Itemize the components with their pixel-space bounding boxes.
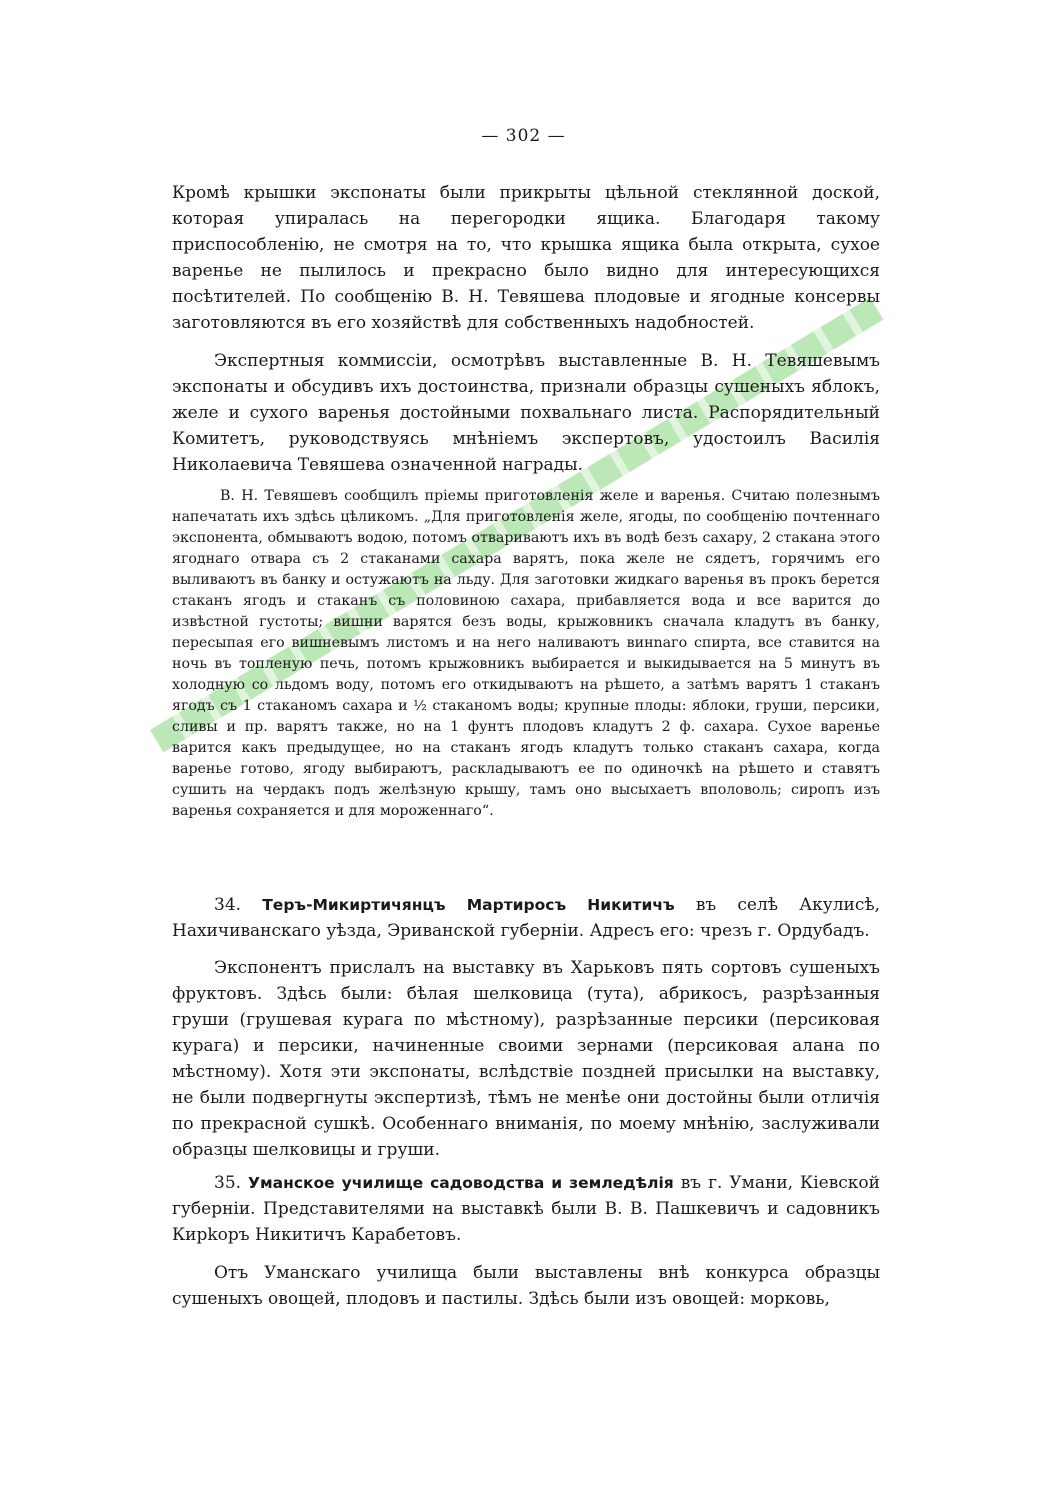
entry-35 [172,1170,880,1248]
paragraph-2: Экспертныя коммиссіи, осмотрѣвъ выставленные В. Н. Тевяшевымъ экспонаты и обсудивъ ихъ достоинства, признали образцы сушеныхъ яблокъ, желе и сухого варенья достойными похвальнаго листа. Распорядительный Комитетъ, руководствуясь мнѣніемъ экспертовъ, удостоилъ Василія Николаевича Тевяшева означенной награды. [172,351,880,475]
entry-34-name: Теръ-Микиртичянцъ Мартиросъ Никитичъ [262,896,675,914]
entry-34 [172,892,880,944]
entry-35-address: въ г. Умани, Кіевской губерніи. Представителями на выставкѣ были В. В. Пашкевичъ и садовникъ Кирkоръ Никитичъ Карабетовъ. [172,1173,880,1245]
entry-35-number: 35. [214,1173,242,1193]
page-number: — 302 — [481,126,566,146]
paragraph-1: Кромѣ крышки экспонаты были прикрыты цѣльной стеклянной доской, которая упиралась на перегородки ящика. Благодаря такому приспособленію, не смотря на то, что крышка ящика была открыта, сухое варенье не пылилось и прекрасно было видно для интересующихся посѣтителей. По сообщенію В. Н. Тевяшева плодовые и ягодные консервы заготовляются въ его хозяйствѣ для собственныхъ надобностей. [172,183,880,333]
entry-34-address: въ селѣ Акулисѣ, Нахичиванскаго уѣзда, Эриванской губерніи. Адресъ его: чрезъ г. Ордубадъ. [172,895,881,941]
entry-34-number: 34. [214,895,242,915]
paragraph-3-recipe: В. Н. Тевяшевъ сообщилъ пріемы приготовленія желе и варенья. Считаю полезнымъ напечатать ихъ здѣсь цѣликомъ. „Для приготовленія желе, ягоды, по сообщенію почтеннаго экспонента, обмываютъ водою, потомъ отвариваютъ ихъ въ водѣ безъ сахару, 2 стакана этого ягоднаго отвара съ 2 стаканами сахара варятъ, пока желе не сядетъ, горячимъ его выливаютъ въ банку и остужаютъ на льду. Для заготовки жидкаго варенья въ прокъ берется стаканъ ягодъ и стаканъ съ половиною сахара, прибавляется вода и все варится до извѣстной густоты; вишни варятся безъ воды, крыжовникъ сначала кладутъ въ банку, пересыпая его вишневымъ листомъ и на него наливаютъ винnаго спирта, все ставится на ночь въ топленую печь, потомъ крыжовникъ выбирается и выкидывается на 5 минутъ въ холодную со льдомъ воду, потомъ его откидываютъ на рѣшето, а затѣмъ варятъ 1 стаканъ ягодъ съ 1 стаканомъ сахара и ½ стаканомъ воды; крупные плоды: яблоки, груши, персики, сливы и пр. варятъ также, но на 1 фунтъ плодовъ кладутъ 2 ф. сахара. Сухое варенье варится какъ предыдущее, но на стаканъ ягодъ кладутъ только стаканъ сахара, когда варенье готово, ягоду выбираютъ, раскладываютъ ее по одиночкѣ на рѣшето и ставятъ сушить на чердакъ подъ желѣзную крышу, тамъ оно высыхаетъ вполоволь; сиропъ изъ варенья сохраняется и для мороженнаго“. [172,488,880,819]
entry-35-name: Уманское училище садоводства и земледѣлія [248,1174,674,1192]
paragraph-7: Отъ Уманскаго училища были выставлены внѣ конкурса образцы сушеныхъ овощей, плодовъ и пастилы. Здѣсь были изъ овощей: морковь, [172,1263,880,1309]
paragraph-5: Экспонентъ прислалъ на выставку въ Харьковъ пять сортовъ сушеныхъ фруктовъ. Здѣсь были: бѣлая шелковица (тута), абрикосъ, разрѣзанныя груши (грушевая курага по мѣстному), разрѣзанные персики (персиковая курага) и персики, начиненные своими зернами (персиковая алана по мѣстному). Хотя эти экспонаты, вслѣдствіе поздней присылки на выставку, не были подвергнуты экспертизѣ, тѣмъ не менѣе они достойны были отличія по прекрасной сушкѣ. Особеннаго вниманія, по моему мнѣнію, заслуживали образцы шелковицы и груши. [172,958,880,1160]
